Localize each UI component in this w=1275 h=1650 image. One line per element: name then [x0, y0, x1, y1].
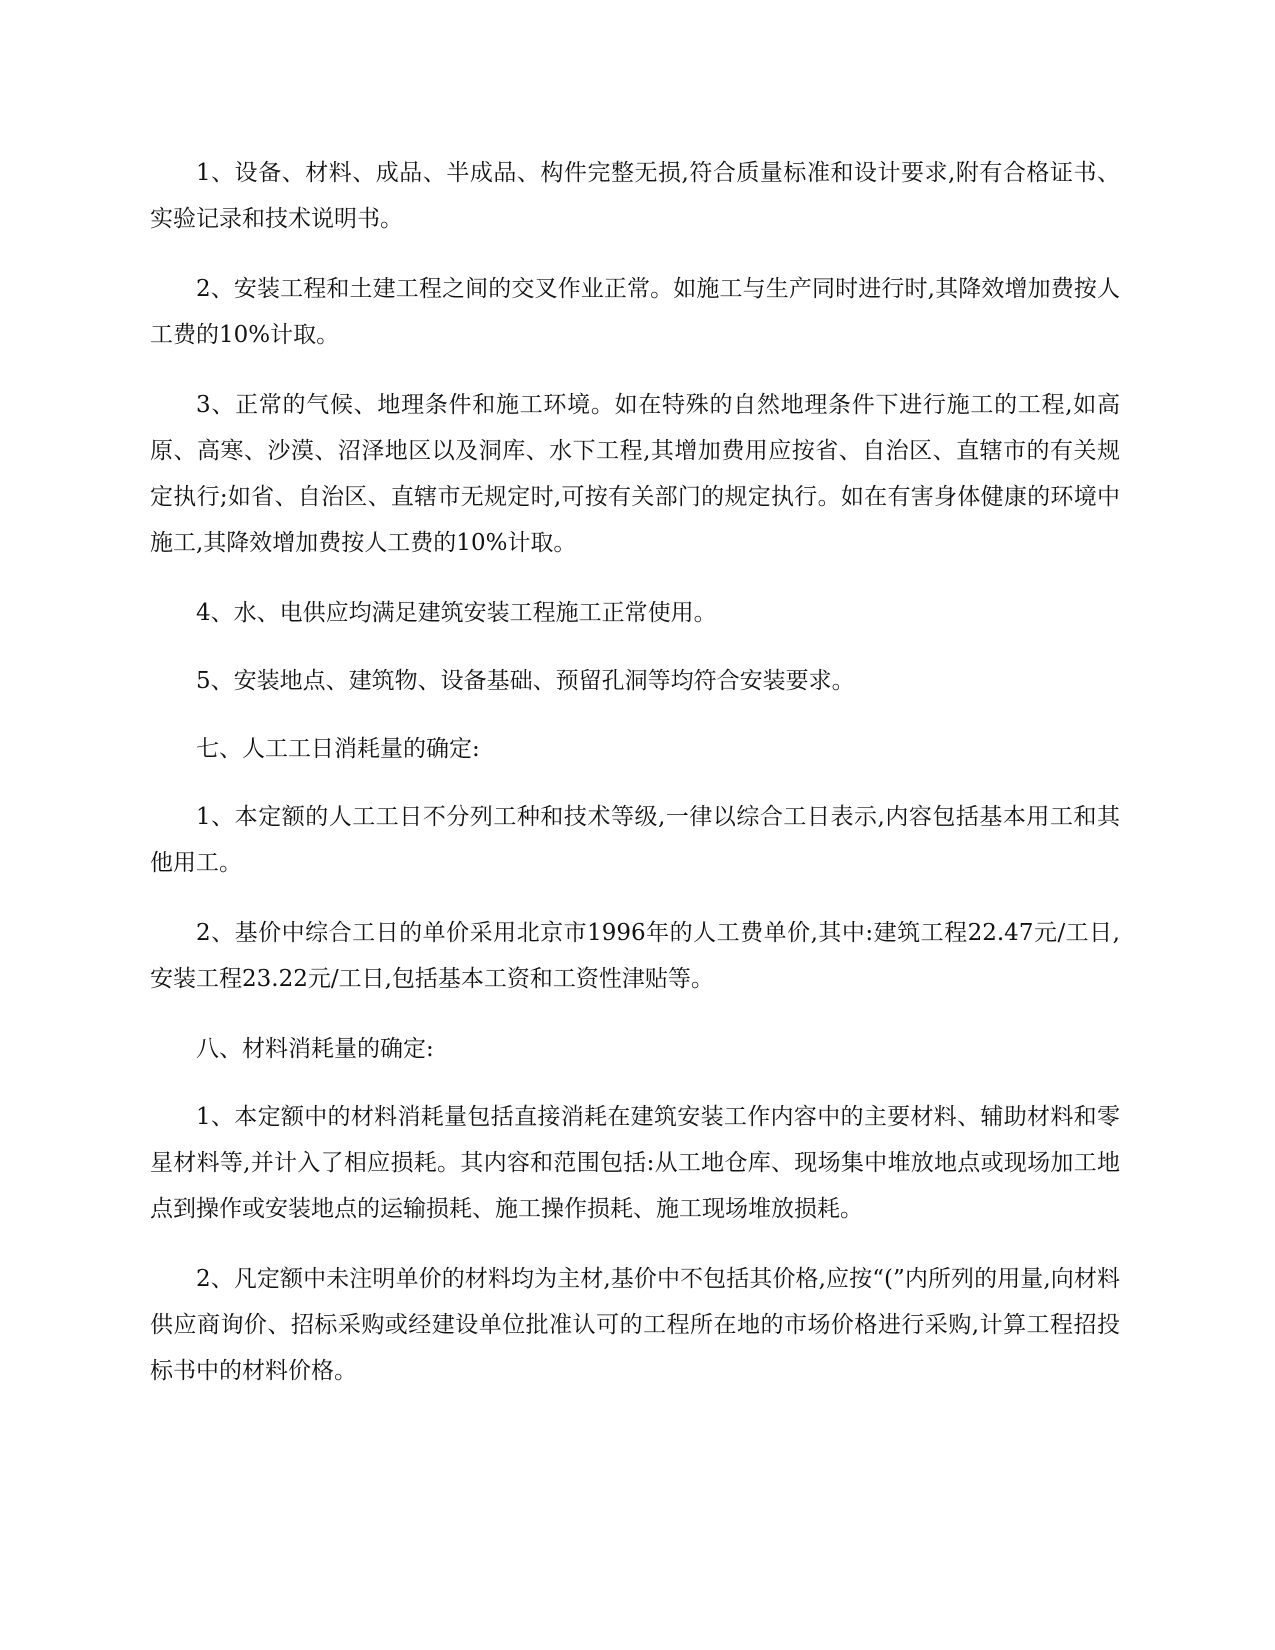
document-page — [150, 150, 1120, 1418]
section-heading-7: 七、人工工日消耗量的确定: — [196, 736, 480, 762]
paragraph-item-8-1: 1、本定额中的材料消耗量包括直接消耗在建筑安装工作内容中的主要材料、辅助材料和零星材料等,并计入了相应损耗。其内容和范围包括:从工地仓库、现场集中堆放地点或现场加工地点到操作或安装地点的运输损耗、施工操作损耗、施工现场堆放损耗。 — [150, 1104, 1120, 1222]
paragraph-item-4: 4、水、电供应均满足建筑安装工程施工正常使用。 — [196, 600, 717, 626]
paragraph-item-8-2: 2、凡定额中未注明单价的材料均为主材,基价中不包括其价格,应按“(”内所列的用量,向材料供应商询价、招标采购或经建设单位批准认可的工程所在地的市场价格进行采购,计算工程招投标书中的材料价格。 — [150, 1266, 1120, 1384]
section-heading-8: 八、材料消耗量的确定: — [196, 1036, 434, 1062]
paragraph-item-3: 3、正常的气候、地理条件和施工环境。如在特殊的自然地理条件下进行施工的工程,如高原、高寒、沙漠、沼泽地区以及洞库、水下工程,其增加费用应按省、自治区、直辖市的有关规定执行;如省、自治区、直辖市无规定时,可按有关部门的规定执行。如在有害身体健康的环境中施工,其降效增加费按人工费的10%计取。 — [150, 392, 1120, 556]
paragraph-item-7-2: 2、基价中综合工日的单价采用北京市1996年的人工费单价,其中:建筑工程22.47元/工日,安装工程23.22元/工日,包括基本工资和工资性津贴等。 — [150, 920, 1120, 992]
paragraph-item-1: 1、设备、材料、成品、半成品、构件完整无损,符合质量标准和设计要求,附有合格证书、实验记录和技术说明书。 — [150, 160, 1120, 232]
paragraph-item-2: 2、安装工程和土建工程之间的交叉作业正常。如施工与生产同时进行时,其降效增加费按人工费的10%计取。 — [150, 276, 1120, 348]
paragraph-item-7-1: 1、本定额的人工工日不分列工种和技术等级,一律以综合工日表示,内容包括基本用工和其他用工。 — [150, 804, 1120, 876]
paragraph-item-5: 5、安装地点、建筑物、设备基础、预留孔洞等均符合安装要求。 — [196, 668, 855, 694]
